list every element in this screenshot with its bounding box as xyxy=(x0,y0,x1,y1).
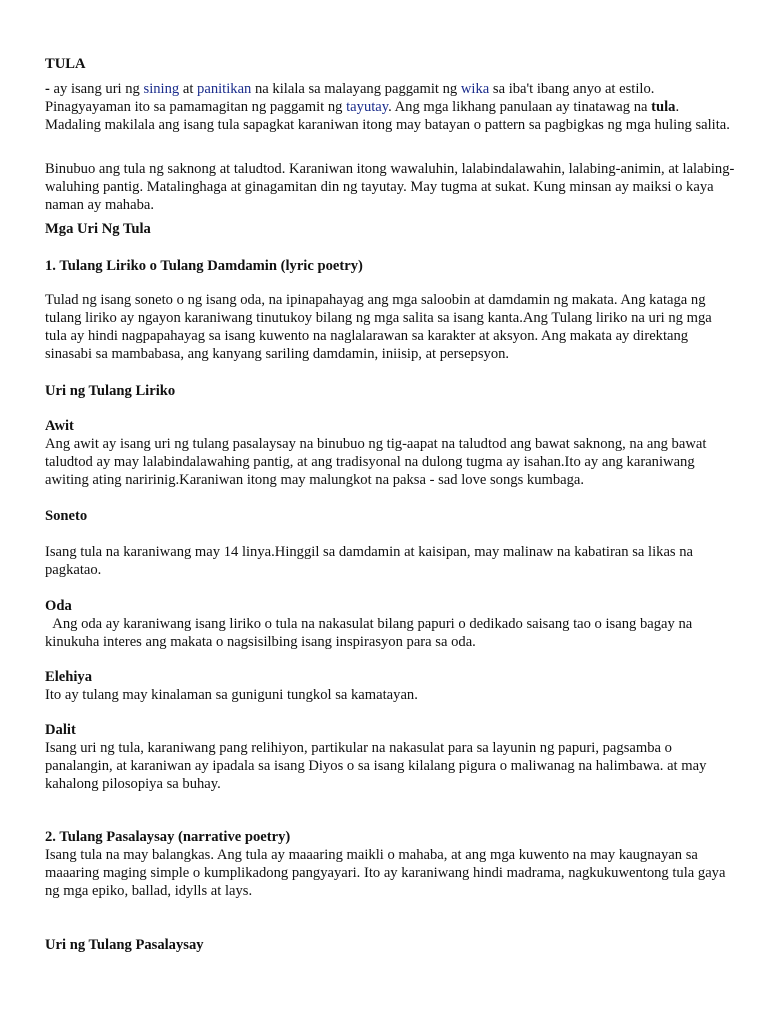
narrative-heading: 2. Tulang Pasalaysay (narrative poetry) xyxy=(45,829,291,845)
intro-text: na kilala sa malayang paggamit ng xyxy=(251,81,461,97)
intro-text: . Ang mga likhang panulaan ay tinatawag na xyxy=(388,99,652,115)
intro-dash: - xyxy=(45,81,50,97)
link-wika[interactable]: wika xyxy=(460,81,490,97)
elehiya-paragraph: Ito ay tulang may kinalaman sa guniguni tungkol sa kamatayan. xyxy=(45,687,418,703)
intro-text: . Madaling makilala ang isang tula sapagkat karaniwan itong may batayan o pattern sa pagbigkas ng mga huling salita. xyxy=(45,99,730,133)
intro-text: sa iba't ibang anyo at estilo. Pinagyayaman ito sa pamamagitan ng paggamit ng xyxy=(45,81,655,115)
intro-text: at xyxy=(179,81,198,97)
link-panitikan[interactable]: panitikan xyxy=(197,81,252,97)
bold-word-tula: tula xyxy=(651,99,676,115)
awit-paragraph: Ang awit ay isang uri ng tulang pasalaysay na binubuo ng tig-aapat na taludtod ang bawat saknong, na ang bawat taludtod ay may lalabindalawahing pantig, at ang tradisyonal na dulong tugma ay isahan.Ito ay ang karaniwang awiting ating naririnig.Karaniwan itong may malungkot na paksa - sad love songs kumbaga. xyxy=(45,436,707,488)
soneto-paragraph: Isang tula na karaniwang may 14 linya.Hinggil sa damdamin at kaisipan, may malinaw na kabatiran sa likas na pagkatao. xyxy=(45,544,694,578)
narrative-paragraph: Isang tula na may balangkas. Ang tula ay maaaring maikli o mahaba, at ang mga kuwento na may kaugnayan sa maaaring maging simple o kumplikadong pangyayari. Ito ay karaniwang hindi madrama, nagkukuwentong tula gaya ng mga epiko, ballad, idylls at lays. xyxy=(45,847,726,899)
soneto-heading: Soneto xyxy=(45,508,88,524)
lyric-paragraph: Tulad ng isang soneto o ng isang oda, na ipinapahayag ang mga saloobin at damdamin ng makata. Ang kataga ng tulang liriko ay ngayon karaniwang tinutukoy bilang ng mga salita sa isang kanta.Ang Tulang liriko na uri ng mga tula ay hindi nagpapahayag sa isang kuwento na naglalarawan sa karakter at aksyon. Ang makata ay direktang sinasabi sa mambabasa, ang kanyang sariling damdamin, iniisip, at persepsyon. xyxy=(45,292,712,362)
link-sining[interactable]: sining xyxy=(143,81,180,97)
narrative-types-heading: Uri ng Tulang Pasalaysay xyxy=(45,937,204,953)
document-title: TULA xyxy=(45,56,86,72)
dalit-paragraph: Isang uri ng tula, karaniwang pang relihiyon, partikular na nakasulat para sa layunin ng papuri, pagsamba o panalangin, at karaniwan ay ipadala sa isang Diyos o sa isang kilalang pigura o maliwanag na halimbawa. at may kahalong pilosopiya sa buhay. xyxy=(45,740,707,792)
lyric-heading: 1. Tulang Liriko o Tulang Damdamin (lyric poetry) xyxy=(45,258,363,274)
awit-heading: Awit xyxy=(45,418,74,434)
structure-paragraph: Binubuo ang tula ng saknong at taludtod. Karaniwan itong wawaluhin, lalabindalawahin, lalabing-animin, at lalabing-waluhing pantig. Matalinghaga at ginagamitan din ng tayutay. May tugma at sukat. Kung minsan ay maiksi o kaya naman ay mahaba. xyxy=(45,161,735,213)
intro-text: ay isang uri ng xyxy=(49,81,144,97)
types-heading: Mga Uri Ng Tula xyxy=(45,221,151,237)
oda-heading: Oda xyxy=(45,598,72,614)
dalit-heading: Dalit xyxy=(45,722,76,738)
intro-paragraph xyxy=(45,80,735,134)
oda-paragraph: Ang oda ay karaniwang isang liriko o tula na nakasulat bilang papuri o dedikado saisang tao o isang bagay na kinukuha interes ang makata o nagsisilbing isang inspirasyon para sa oda. xyxy=(45,616,696,650)
link-tayutay[interactable]: tayutay xyxy=(346,99,389,115)
elehiya-heading: Elehiya xyxy=(45,669,93,685)
lyric-types-heading: Uri ng Tulang Liriko xyxy=(45,383,176,399)
